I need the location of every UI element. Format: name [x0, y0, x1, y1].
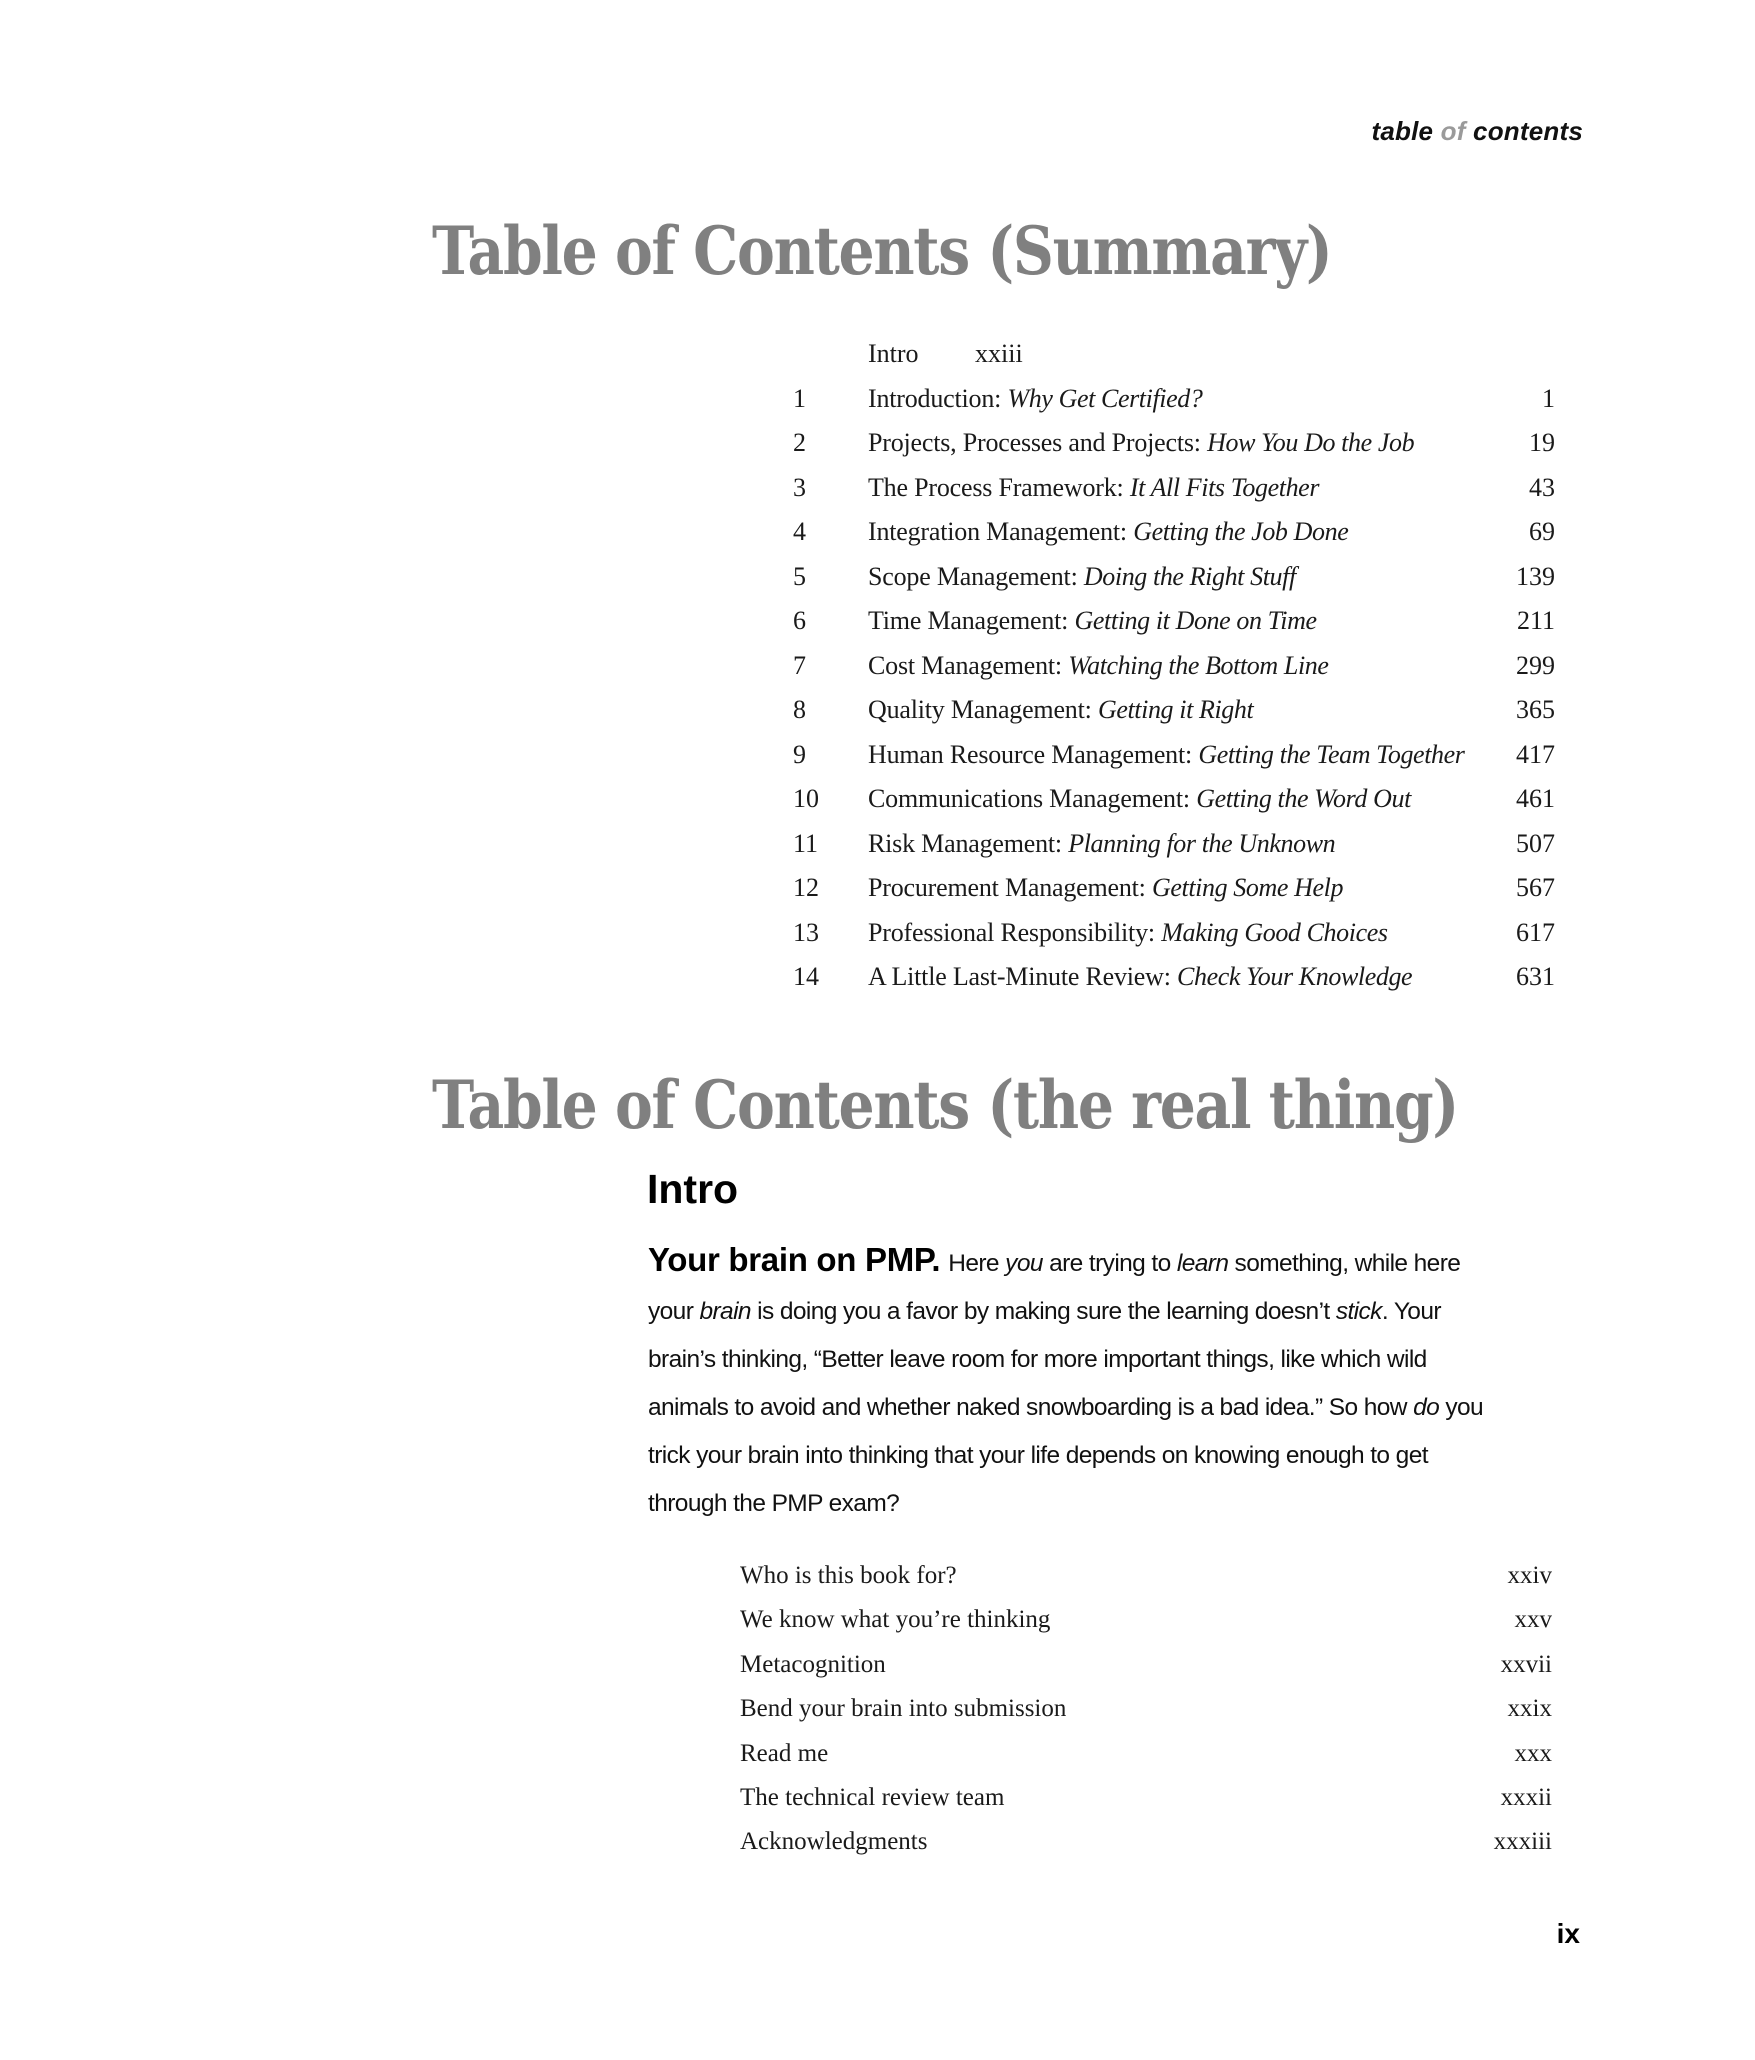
- chapter-subtitle: Getting the Team Together: [1198, 739, 1465, 769]
- chapter-page: 19: [1529, 428, 1555, 457]
- chapter-subtitle: Making Good Choices: [1161, 917, 1388, 947]
- chapter-number: 9: [793, 739, 806, 769]
- chapter-page: 139: [1516, 561, 1555, 591]
- chapter-title: Scope Management: Doing the Right Stuff: [868, 561, 1296, 591]
- summary-chapter-row[interactable]: [0, 422, 1755, 467]
- chapter-title: Cost Management: Watching the Bottom Line: [868, 650, 1329, 680]
- subsection-label: The technical review team: [740, 1783, 1005, 1811]
- chapter-page: 211: [1516, 606, 1555, 635]
- chapter-subtitle: Why Get Certified?: [1007, 383, 1203, 413]
- summary-intro-page: xxiii: [975, 339, 1023, 368]
- chapter-subtitle: Getting the Word Out: [1196, 784, 1411, 813]
- summary-title: Table of Contents (Summary): [432, 212, 1332, 290]
- subsection-page: xxix: [1507, 1695, 1552, 1723]
- subsection-row[interactable]: [0, 1689, 1755, 1733]
- summary-chapter-row[interactable]: [0, 956, 1755, 1001]
- summary-chapter-row[interactable]: [0, 600, 1755, 645]
- chapter-number: 10: [793, 784, 819, 813]
- chapter-title: Procurement Management: Getting Some Help: [868, 873, 1344, 902]
- chapter-number: 8: [793, 695, 806, 724]
- summary-chapter-row[interactable]: [0, 734, 1755, 779]
- summary-toc: [0, 333, 1755, 1001]
- chapter-title: Risk Management: Planning for the Unknown: [868, 828, 1336, 858]
- summary-chapter-row[interactable]: [0, 689, 1755, 734]
- chapter-title: Introduction: Why Get Certified?: [868, 383, 1203, 413]
- summary-chapter-row[interactable]: [0, 778, 1755, 823]
- chapter-subtitle: Getting the Job Done: [1133, 517, 1349, 546]
- subsection-page: xxx: [1514, 1739, 1552, 1767]
- chapter-page: 417: [1516, 739, 1555, 769]
- intro-description: [648, 1236, 1568, 1528]
- subsection-row[interactable]: [0, 1778, 1755, 1822]
- running-head-of: of: [1440, 116, 1466, 146]
- subsection-page: xxv: [1514, 1606, 1552, 1634]
- chapter-title: Integration Management: Getting the Job Done: [868, 517, 1349, 546]
- subsection-label: We know what you’re thinking: [740, 1606, 1051, 1634]
- para-line-5: trick your brain into thinking that your life depends on knowing enough to get: [648, 1442, 1428, 1469]
- summary-chapter-row[interactable]: [0, 467, 1755, 512]
- summary-chapter-row[interactable]: [0, 912, 1755, 957]
- chapter-subtitle: Getting Some Help: [1152, 873, 1344, 902]
- subsection-label: Metacognition: [740, 1650, 886, 1678]
- chapter-number: 2: [793, 428, 806, 457]
- chapter-subtitle: How You Do the Job: [1207, 428, 1415, 457]
- para-line-4: animals to avoid and whether naked snowboarding is a bad idea.” So how do you: [648, 1394, 1484, 1421]
- chapter-page: 617: [1516, 917, 1555, 947]
- chapter-title: The Process Framework: It All Fits Together: [868, 472, 1320, 502]
- intro-subsections: [0, 1556, 1755, 1867]
- chapter-title: Human Resource Management: Getting the Team Together: [868, 739, 1465, 769]
- summary-chapter-row[interactable]: [0, 511, 1755, 556]
- subsection-label: Bend your brain into submission: [740, 1695, 1067, 1723]
- chapter-page: 461: [1516, 784, 1555, 813]
- summary-chapter-row[interactable]: [0, 378, 1755, 423]
- subsection-label: Read me: [740, 1739, 829, 1767]
- summary-chapter-row[interactable]: [0, 556, 1755, 601]
- subsection-page: xxiv: [1507, 1562, 1552, 1589]
- chapter-number: 12: [793, 873, 819, 902]
- subsection-row[interactable]: [0, 1734, 1755, 1778]
- subsection-label: Who is this book for?: [740, 1562, 957, 1589]
- page-number: ix: [1556, 1918, 1580, 1949]
- detailed-toc-title: Table of Contents (the real thing): [432, 1066, 1458, 1144]
- chapter-page: 299: [1516, 650, 1555, 680]
- subsection-row[interactable]: [0, 1556, 1755, 1600]
- chapter-number: 5: [793, 561, 806, 591]
- subsection-row[interactable]: [0, 1645, 1755, 1689]
- para-line-2: your brain is doing you a favor by making sure the learning doesn’t stick. Your: [648, 1298, 1441, 1325]
- chapter-number: 7: [793, 650, 806, 680]
- chapter-title: A Little Last-Minute Review: Check Your Knowledge: [868, 962, 1413, 991]
- chapter-number: 6: [793, 606, 806, 635]
- running-head-contents: contents: [1473, 116, 1583, 146]
- chapter-subtitle: Planning for the Unknown: [1068, 828, 1336, 858]
- chapter-number: 3: [793, 472, 806, 502]
- chapter-subtitle: Doing the Right Stuff: [1083, 561, 1296, 591]
- summary-intro-label: Intro: [868, 339, 919, 368]
- running-head: [1372, 116, 1583, 147]
- subsection-row[interactable]: [0, 1600, 1755, 1644]
- chapter-page: 43: [1529, 472, 1555, 502]
- chapter-title: Projects, Processes and Projects: How You Do the Job: [868, 428, 1415, 457]
- chapter-subtitle: Getting it Right: [1097, 695, 1254, 724]
- summary-chapter-row[interactable]: [0, 867, 1755, 912]
- subsection-row[interactable]: [0, 1822, 1755, 1866]
- para-line-3: brain’s thinking, “Better leave room for more important things, like which wild: [648, 1346, 1427, 1373]
- chapter-number: 4: [793, 517, 806, 546]
- para-line-1: Your brain on PMP. Here you are trying to learn something, while here: [648, 1241, 1461, 1278]
- chapter-page: 1: [1542, 383, 1555, 413]
- chapter-page: 69: [1529, 517, 1555, 546]
- summary-chapter-row[interactable]: [0, 645, 1755, 690]
- chapter-page: 567: [1516, 873, 1555, 902]
- subsection-page: xxvii: [1500, 1650, 1552, 1678]
- intro-section-heading[interactable]: Intro: [647, 1166, 739, 1212]
- para-line-6: through the PMP exam?: [648, 1490, 900, 1517]
- subsection-page: xxxii: [1500, 1783, 1552, 1811]
- subsection-label: Acknowledgments: [740, 1828, 928, 1856]
- chapter-page: 365: [1516, 695, 1555, 724]
- chapter-number: 1: [793, 383, 806, 413]
- chapter-number: 11: [793, 828, 819, 858]
- subsection-page: xxxiii: [1493, 1828, 1552, 1856]
- chapter-number: 14: [793, 962, 819, 991]
- chapter-subtitle: Getting it Done on Time: [1074, 606, 1317, 635]
- chapter-number: 13: [793, 917, 819, 947]
- chapter-page: 507: [1516, 828, 1555, 858]
- chapter-title: Quality Management: Getting it Right: [868, 695, 1254, 724]
- intro-lead: Your brain on PMP.: [648, 1241, 941, 1278]
- chapter-title: Time Management: Getting it Done on Time: [868, 606, 1317, 635]
- chapter-subtitle: Check Your Knowledge: [1177, 962, 1413, 991]
- summary-chapter-row[interactable]: [0, 823, 1755, 868]
- running-head-table: table: [1371, 116, 1434, 146]
- chapter-title: Communications Management: Getting the Word Out: [868, 784, 1411, 813]
- chapter-title: Professional Responsibility: Making Good Choices: [868, 917, 1388, 947]
- chapter-subtitle: Watching the Bottom Line: [1068, 650, 1329, 680]
- summary-intro-row[interactable]: [0, 333, 1755, 378]
- chapter-page: 631: [1516, 962, 1555, 991]
- chapter-subtitle: It All Fits Together: [1129, 472, 1320, 502]
